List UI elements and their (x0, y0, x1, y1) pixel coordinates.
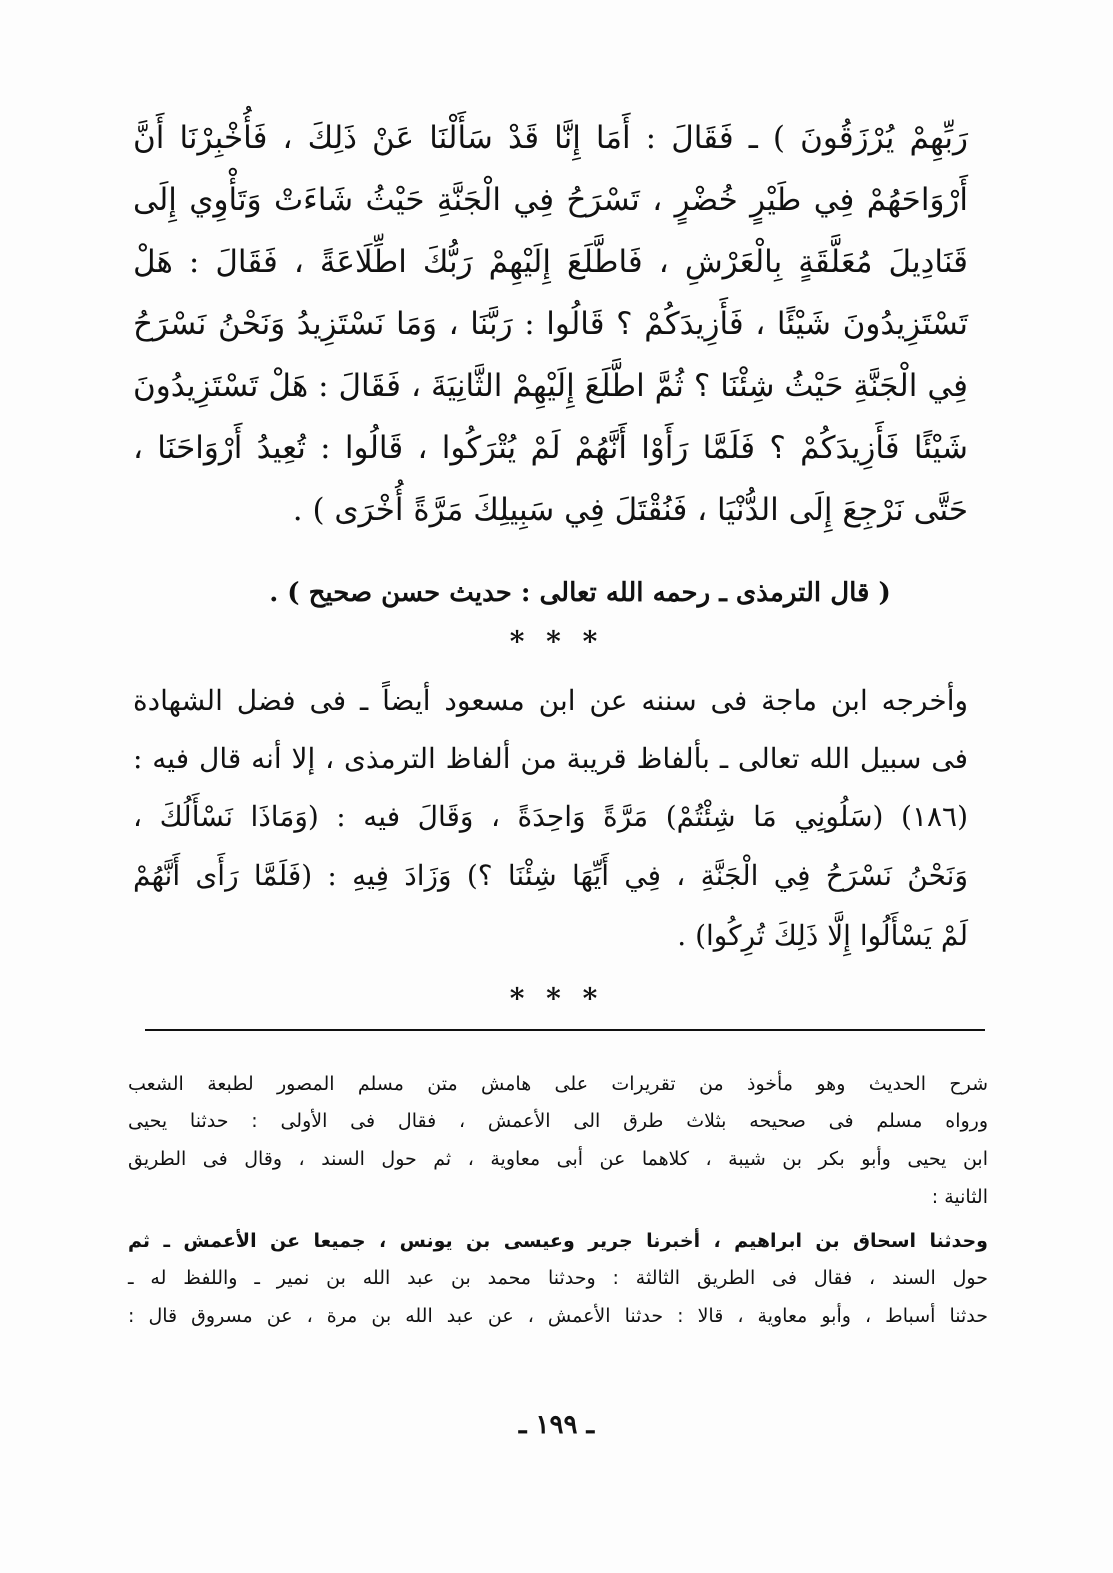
second-text-line-2: فى سبيل الله تعالى ـ بألفاظ قريبة من ألفاظ الترمذى ، إلا أنه قال فيه : (133, 742, 968, 775)
footnote-line-3: ابن يحيى وأبو بكر بن شيبة ، كلاهما عن أبى معاوية ، ثم حول السند ، وقال فى الطريق (128, 1148, 988, 1170)
main-text-line-3: قَنَادِيلَ مُعَلَّقَةٍ بِالْعَرْشِ ، فَاطَّلَعَ إِلَيْهِمْ رَبُّكَ اطِّلَاعَةً ، فَقَالَ : هَلْ (133, 244, 968, 280)
main-text-line-6: شَيْئًا فَأَزِيدَكُمْ ؟ فَلَمَّا رَأَوْا أَنَّهُمْ لَمْ يُتْرَكُوا ، قَالُوا : تُعِيدُ أَرْوَاحَنَا ، (133, 430, 968, 466)
main-text-line-7: حَتَّى نَرْجِعَ إِلَى الدُّنْيَا ، فَنُقْتَلَ فِي سَبِيلِكَ مَرَّةً أُخْرَى ) . (292, 492, 968, 528)
second-text-line-5: لَمْ يَسْأَلُوا إِلَّا ذَلِكَ تُرِكُوا) . (677, 919, 968, 952)
second-text-line-1: وأخرجه ابن ماجة فى سننه عن ابن مسعود أيضاً ـ فى فضل الشهادة (133, 684, 968, 717)
main-text-line-2: أَرْوَاحَهُمْ فِي طَيْرٍ خُضْرٍ ، تَسْرَحُ فِي الْجَنَّةِ حَيْثُ شَاءَتْ وَتَأْوِي إِلَى (133, 182, 968, 218)
main-text-line-5: فِي الْجَنَّةِ حَيْثُ شِئْنَا ؟ ثُمَّ اطَّلَعَ إِلَيْهِمْ الثَّانِيَةَ ، فَقَالَ : هَلْ تَسْتَزِيدُونَ (133, 368, 968, 404)
main-text-line-1: رَبِّهِمْ يُرْزَقُونَ ) ـ فَقَالَ : أَمَا إِنَّا قَدْ سَأَلْنَا عَنْ ذَلِكَ ، فَأُخْبِرْنَا أَنَّ (133, 120, 968, 156)
footnote-line-2: ورواه مسلم فى صحيحه بثلاث طرق الى الأعمش ، فقال فى الأولى : حدثنا يحيى (128, 1110, 988, 1132)
footnote-line-6: حول السند ، فقال فى الطريق الثالثة : وحدثنا محمد بن عبد الله بن نمير ـ واللفظ له ـ (128, 1267, 988, 1289)
separator-stars-2: * * * (509, 982, 604, 1015)
page-number: ـ ١٩٩ ـ (518, 1410, 595, 1440)
second-text-line-3: (١٨٦) (سَلُونِي مَا شِئْتُمْ) مَرَّةً وَاحِدَةً ، وَقَالَ فيه : (وَمَاذَا نَسْأَلُكَ ، (133, 800, 968, 833)
footnote-line-1: شرح الحديث وهو مأخوذ من تقريرات على هامش متن مسلم المصور لطبعة الشعب (128, 1073, 988, 1095)
tirmidhi-attribution: ( قال الترمذى ـ رحمه الله تعالى : حديث حسن صحيح ) . (269, 578, 891, 608)
footnote-line-7: حدثنا أسباط ، وأبو معاوية ، قالا : حدثنا الأعمش ، عن عبد الله بن مرة ، عن مسروق قال : (128, 1305, 988, 1327)
separator-stars-1: * * * (509, 625, 604, 658)
footnote-line-5: وحدثنا اسحاق بن ابراهيم ، أخبرنا جرير وعيسى بن يونس ، جميعا عن الأعمش ـ ثم (128, 1230, 988, 1252)
main-text-line-4: تَسْتَزِيدُونَ شَيْئًا ، فَأَزِيدَكُمْ ؟ قَالُوا : رَبَّنَا ، وَمَا نَسْتَزِيدُ وَنَحْنُ نَسْرَحُ (133, 306, 968, 342)
footnote-line-4: الثانية : (931, 1186, 988, 1208)
footnote-divider (145, 1029, 985, 1031)
second-text-line-4: وَنَحْنُ نَسْرَحُ فِي الْجَنَّةِ ، فِي أَيِّهَا شِئْنَا ؟) وَزَادَ فِيهِ : (فَلَمَّا رَأَى أَنَّهُمْ (133, 859, 968, 892)
